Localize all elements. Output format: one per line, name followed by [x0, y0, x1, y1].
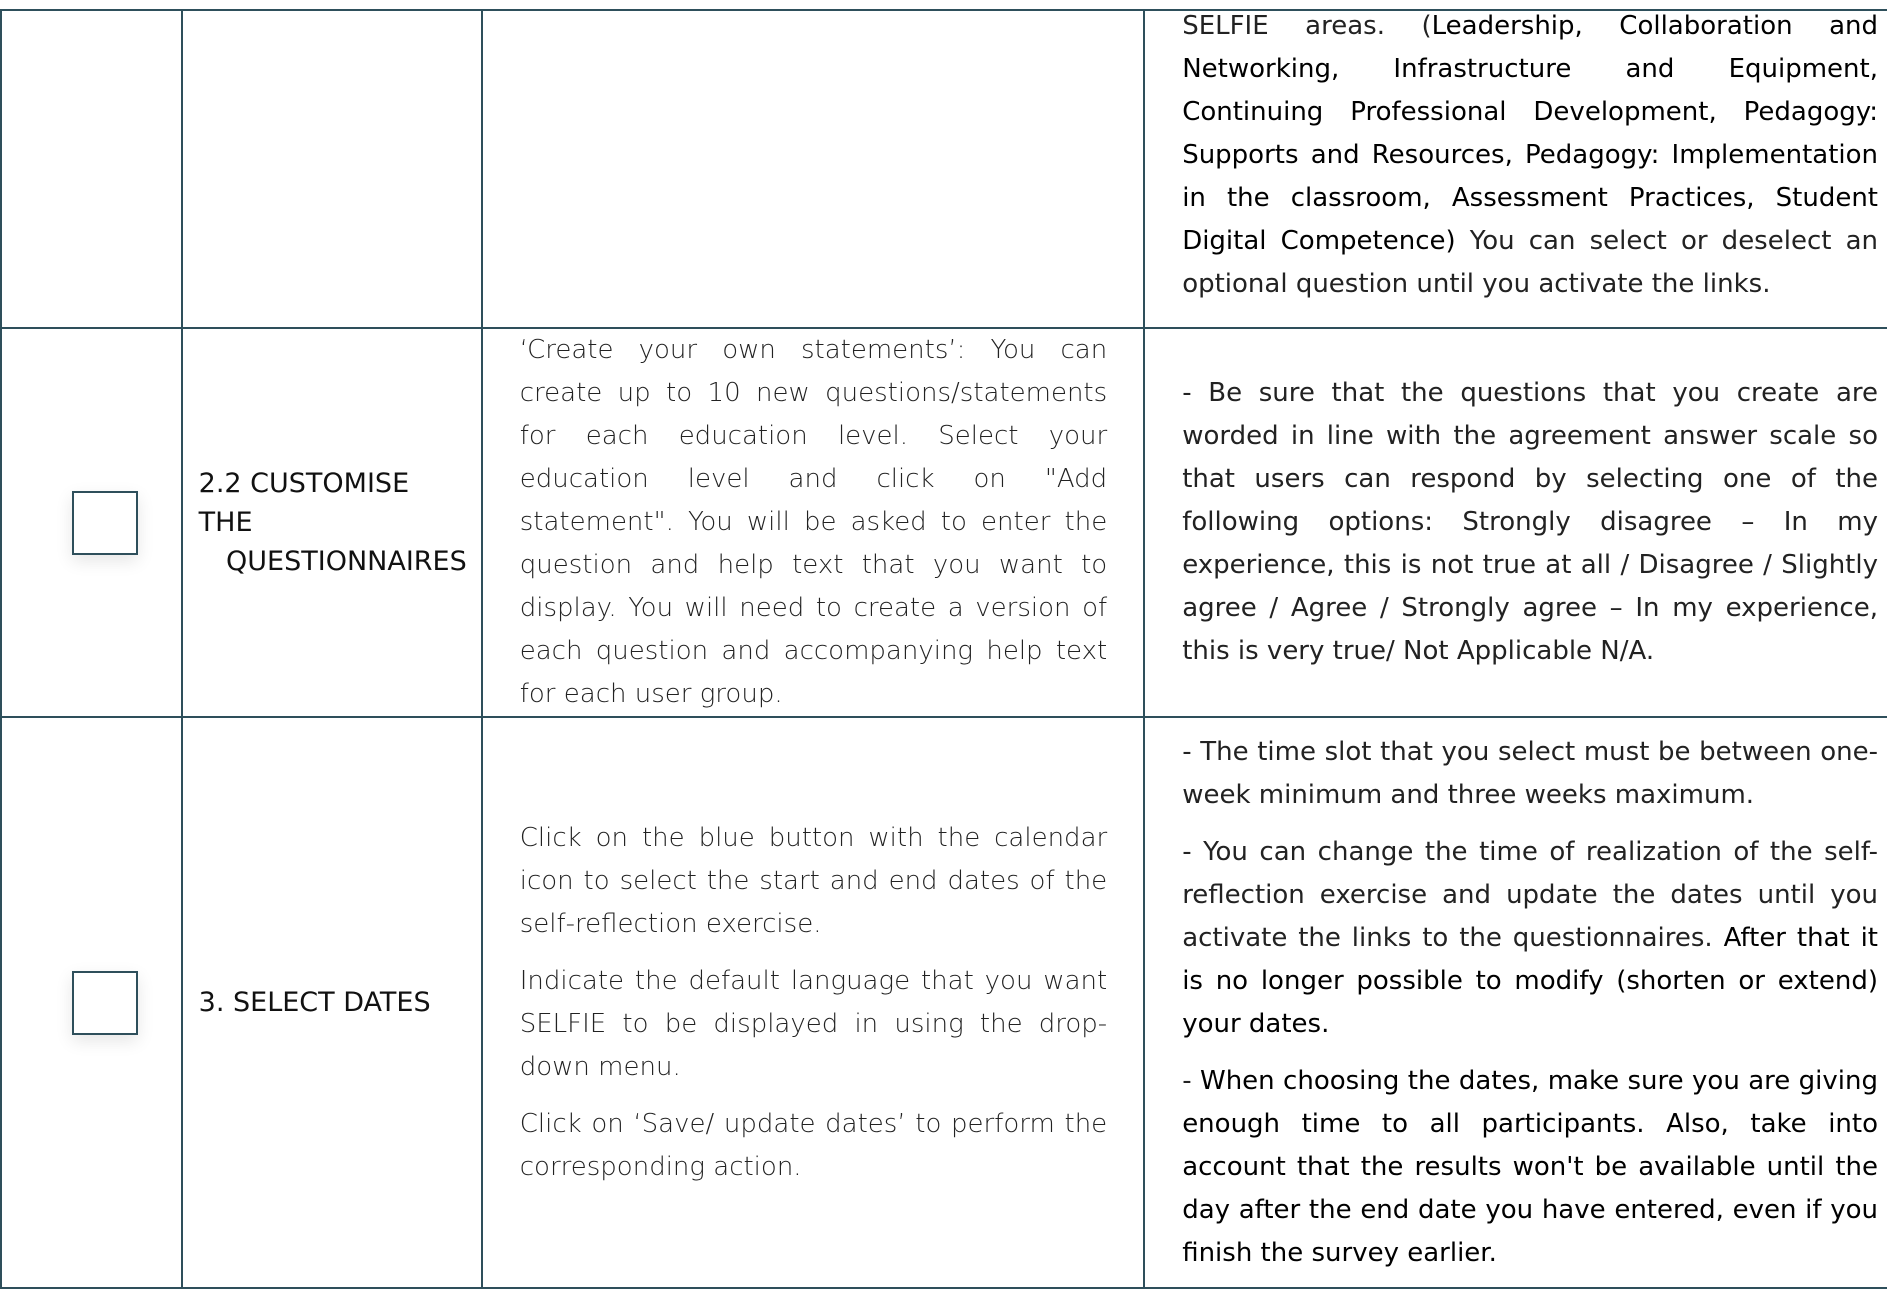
step-cell — [182, 717, 482, 1288]
table-row — [1, 10, 1887, 328]
tips-text — [1145, 5, 1887, 306]
step-checkbox[interactable] — [72, 971, 138, 1035]
step-title-line: QUESTIONNAIRES — [226, 546, 467, 577]
instructions-cell — [482, 10, 1144, 328]
table-row — [1, 328, 1887, 717]
instruction-paragraph: Click on ‘Save/ update dates’ to perform the corresponding action. — [519, 1108, 1108, 1182]
tips-text-normal: You can select or deselect an optional question until you activate the links. — [1182, 226, 1878, 299]
tips-paragraph — [1182, 5, 1878, 306]
tips-text-normal: - — [1182, 1065, 1200, 1096]
checklist-table — [0, 9, 1887, 1289]
checkbox-cell — [1, 10, 182, 328]
table-row — [1, 717, 1887, 1288]
tips-cell — [1144, 717, 1887, 1288]
tips-paragraph: - Be sure that the questions that you create are worded in line with the agreement answer scale so that users can respond by selecting one of the following options: Strongly disagree – In my experience, this is not true at all / Disagree / Slightly agree / Agree / Strongly agree – In my experience, this is very true/ Not Applicable N/A. — [1182, 378, 1878, 666]
tips-text-strong: After that it is no longer possible to modify (shorten or extend) your dates. — [1182, 922, 1878, 1039]
step-title — [183, 983, 481, 1022]
instruction-paragraph: ‘Create your own statements’: You can create up to 10 new questions/statements for each education level. Select your education level and click on "Add statement". You will be asked to enter the question and help text that you want to display. You will need to create a version of each question and accompanying help text for each user group. — [519, 335, 1108, 709]
instructions-cell — [482, 328, 1144, 717]
step-title-line: 2.2 CUSTOMISE THE — [198, 468, 410, 538]
checkbox-cell — [1, 717, 182, 1288]
step-cell — [182, 10, 482, 328]
tips-text-strong: Leadership, Collaboration and Networking, Infrastructure and Equipment, Continuing Professional Development, Pedagogy: Supports and Resources, Pedagogy: Implementation in the classroom, Assessment Practices, Student Digital Competence) — [1182, 11, 1879, 256]
step-title — [183, 464, 481, 581]
tips-paragraph: - The time slot that you select must be between one-week minimum and three weeks maximum. — [1182, 736, 1878, 810]
tips-text-normal: SELFIE areas. ( — [1182, 11, 1432, 41]
tips-cell — [1144, 10, 1887, 328]
instructions-cell — [482, 717, 1144, 1288]
step-checkbox[interactable] — [72, 491, 138, 555]
tips-text-strong: When choosing the dates, make sure you are giving enough time to all participants. Also, take into account that the results won't be available until the day after the end date you have entered, even if you finish the survey earlier. — [1182, 1065, 1878, 1268]
tips-cell — [1144, 328, 1887, 717]
tips-paragraph — [1182, 831, 1878, 1046]
tips-text-normal: - You can change the time of realization of the self-reflection exercise and update the dates until you activate the links to the questionnaires. — [1182, 836, 1878, 953]
instruction-paragraph: Indicate the default language that you want SELFIE to be displayed in using the drop-down menu. — [519, 965, 1108, 1082]
checkbox-cell — [1, 328, 182, 717]
instruction-paragraph: Click on the blue button with the calendar icon to select the start and end dates of the self-reflection exercise. — [519, 822, 1108, 939]
step-title-line: 3. SELECT DATES — [198, 987, 431, 1018]
tips-paragraph — [1182, 1060, 1878, 1275]
step-cell — [182, 328, 482, 717]
